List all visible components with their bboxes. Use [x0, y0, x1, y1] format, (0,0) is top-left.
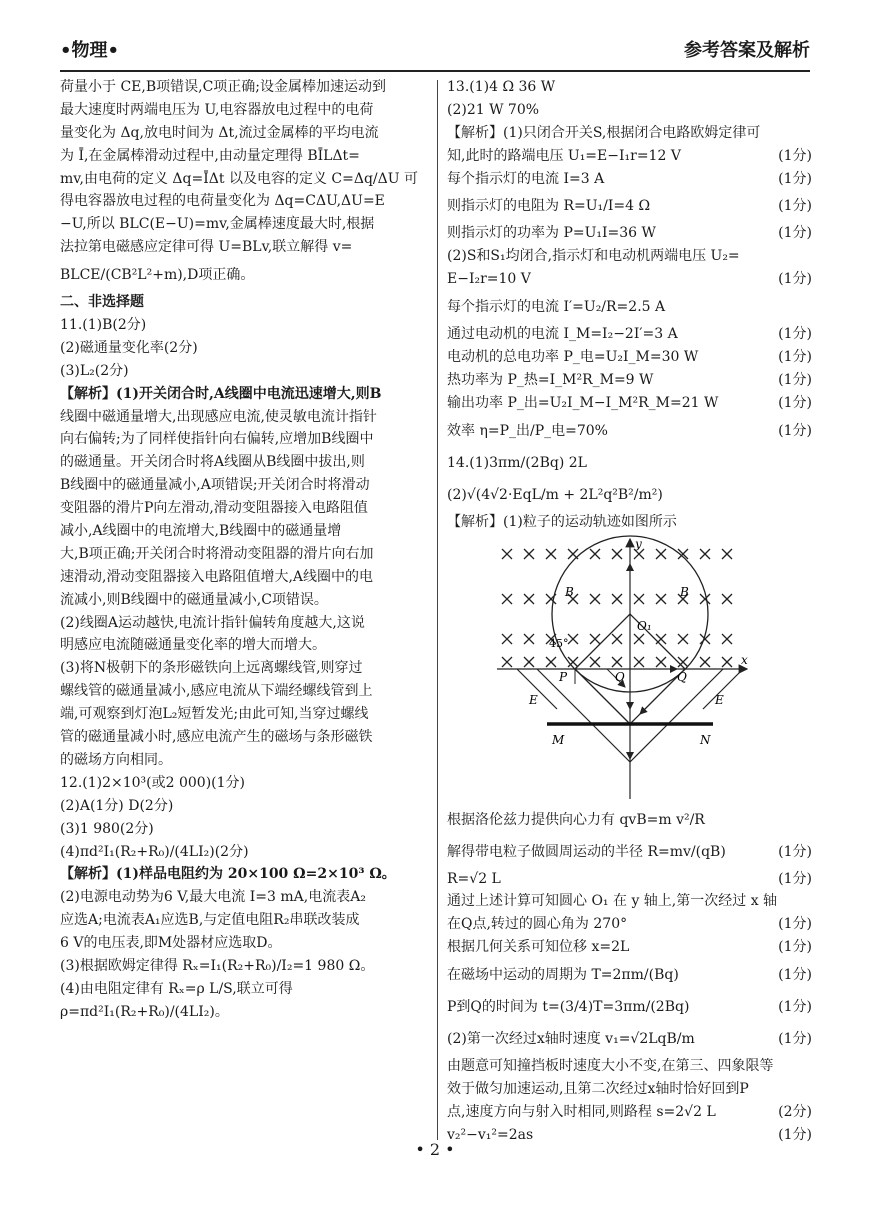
text-line: (3)1 980(2分): [60, 820, 154, 837]
text-line: (2)线圈A运动越快,电流计指针偏转角度越大,这说: [60, 614, 365, 631]
answer-text: 每个指示灯的电流 I=3 A: [447, 170, 605, 187]
text-line: 荷量小于 CE,B项错误,C项正确;设金属棒加速运动到: [60, 79, 386, 95]
answer-line: [447, 291, 812, 323]
score-label: (1分): [778, 371, 812, 388]
text-line: 变阻器的滑片P向左滑动,滑动变阻器接入电路阻值: [60, 500, 368, 517]
answer-line: [447, 76, 812, 99]
answer-line: [447, 99, 812, 122]
score-label: (1分): [778, 1031, 812, 1048]
section-title: 参考答案及解析: [684, 40, 810, 61]
field-label-left: B: [565, 584, 574, 599]
text-line: 【解析】(1)开关闭合时,A线圈中电流迅速增大,则B: [60, 385, 382, 402]
column-divider: [437, 80, 438, 1140]
text-line: 二、非选择题: [60, 294, 144, 311]
answer-text: 热功率为 P_热=I_M²R_M=9 W: [447, 371, 654, 388]
answer-line: [447, 222, 812, 245]
answer-text: 【解析】(1)粒子的运动轨迹如图所示: [447, 513, 677, 530]
score-label: (1分): [778, 939, 812, 956]
answer-text: E−I₂r=10 V: [447, 271, 531, 288]
trajectory-figure: [497, 534, 757, 804]
point-p-label: P: [559, 669, 568, 684]
answer-text: 根据洛伦兹力提供向心力有 qvB=m v²/R: [447, 811, 705, 828]
x-axis-label: x: [741, 652, 748, 667]
score-label: (2分): [778, 1103, 812, 1120]
answer-text: 电动机的总电功率 P_电=U₂I_M=30 W: [447, 349, 699, 366]
text-line: (3)将N极朝下的条形磁铁向上远离螺线管,则穿过: [60, 660, 363, 677]
page-header: [60, 28, 810, 68]
answer-text: 点,速度方向与射入时相同,则路程 s=2√2 L: [447, 1103, 716, 1120]
text-line: (2)A(1分) D(2分): [60, 797, 174, 814]
answer-text: (2)√(4√2·EqL/m + 2L²q²B²/m²): [447, 486, 663, 503]
answer-text: 通过电动机的电流 I_M=I₂−2I′=3 A: [447, 326, 678, 343]
text-line: 管的磁通量减小时,感应电流产生的磁场与条形磁铁: [60, 729, 373, 746]
text-line: (2)磁通量变化率(2分): [60, 339, 198, 356]
score-label: (1分): [778, 349, 812, 366]
answer-text: (2)S和S₁均闭合,指示灯和电动机两端电压 U₂=: [447, 248, 740, 265]
answer-text: 则指示灯的功率为 P=U₁I=36 W: [447, 225, 656, 242]
plate-label-m: M: [552, 732, 565, 747]
answer-line: [447, 392, 812, 415]
answer-text: v₂²−v₁²=2as: [447, 1126, 534, 1143]
answer-text: 由题意可知撞挡板时速度大小不变,在第三、四象限等: [447, 1058, 774, 1075]
score-label: (1分): [778, 326, 812, 343]
origin-label: O: [615, 669, 625, 684]
text-line: 的磁场方向相同。: [60, 751, 172, 768]
plate-label-n: N: [700, 732, 711, 747]
score-label: (1分): [778, 170, 812, 187]
right-top-block: [447, 76, 812, 534]
text-line: (4)πd²I₁(R₂+R₀)/(4LI₂)(2分): [60, 843, 249, 860]
text-line: (2)电源电动势为6 V,最大电流 I=3 mA,电流表A₂: [60, 889, 366, 906]
right-bottom-block: [447, 804, 812, 1147]
left-column: [60, 76, 430, 1024]
answer-text: P到Q的时间为 t=(3/4)T=3πm/(2Bq): [447, 999, 690, 1016]
text-line: BLCE/(CB²L²+m),D项正确。: [60, 267, 255, 284]
text-line: 明感应电流随磁通量变化率的增大而增大。: [60, 637, 326, 654]
answer-line: [447, 369, 812, 392]
page-number: • 2 •: [415, 1140, 455, 1159]
answer-text: 输出功率 P_出=U₂I_M−I_M²R_M=21 W: [447, 394, 719, 411]
center-label: O₁: [637, 618, 652, 633]
text-line: 向右偏转;为了同样使指针向右偏转,应增加B线圈中: [60, 431, 374, 448]
score-label: (1分): [778, 843, 812, 860]
answer-text: 根据几何关系可知位移 x=2L: [447, 939, 630, 956]
score-label: (1分): [778, 870, 812, 887]
text-line: (3)根据欧姆定律得 Rₓ=I₁(R₂+R₀)/I₂=1 980 Ω。: [60, 957, 375, 974]
answer-line: [447, 168, 812, 191]
answer-text: 14.(1)3πm/(2Bq) 2L: [447, 454, 587, 471]
score-label: (1分): [778, 394, 812, 411]
text-line: B线圈中的磁通量减小,A项错误;开关闭合时将滑动: [60, 477, 370, 494]
answer-line: [447, 959, 812, 991]
score-label: (1分): [778, 225, 812, 242]
text-line: 螺线管的磁通量减小,感应电流从下端经螺线管到上: [60, 683, 373, 700]
text-line: 减小,A线圈中的电流增大,B线圈中的磁通量增: [60, 523, 342, 540]
answer-line: [447, 913, 812, 936]
answer-line: [447, 804, 812, 836]
answer-line: [447, 936, 812, 959]
answer-text: 知,此时的路端电压 U₁=E−I₁r=12 V: [447, 147, 681, 164]
answer-line: [447, 122, 812, 145]
header-rule: [60, 70, 810, 72]
text-line: mv,由电荷的定义 Δq=ĪΔt 以及电容的定义 C=Δq/ΔU 可: [60, 170, 418, 187]
text-line: 6 V的电压表,即M处器材应选取D。: [60, 935, 282, 952]
answer-line: [447, 991, 812, 1023]
answer-text: (2)21 W 70%: [447, 101, 540, 118]
text-line: 量变化为 Δq,放电时间为 Δt,流过金属棒的平均电流: [60, 124, 379, 141]
answer-line: [447, 868, 812, 891]
text-line: (3)L₂(2分): [60, 362, 129, 379]
velocity-arrow: [640, 697, 657, 714]
score-label: (1分): [778, 967, 812, 984]
field-label-right: B: [680, 584, 689, 599]
answer-line: [447, 511, 812, 534]
text-line: 最大速度时两端电压为 U,电容器放电过程中的电荷: [60, 101, 374, 118]
answer-line: [447, 447, 812, 479]
score-label: (1分): [778, 1126, 812, 1143]
answer-text: 则指示灯的电阻为 R=U₁/I=4 Ω: [447, 198, 651, 215]
answer-text: 效于做匀加速运动,且第二次经过x轴时恰好回到P: [447, 1081, 749, 1098]
text-line: 法拉第电磁感应定律可得 U=BLv,联立解得 v=: [60, 239, 353, 256]
answer-text: 【解析】(1)只闭合开关S,根据闭合电路欧姆定律可: [447, 124, 761, 141]
text-line: −U,所以 BLC(E−U)=mv,金属棒速度最大时,根据: [60, 216, 375, 233]
text-line: 应选A;电流表A₁应选B,与定值电阻R₂串联改装成: [60, 912, 360, 929]
text-line: (4)由电阻定律有 Rₓ=ρ L/S,联立可得: [60, 980, 293, 997]
text-line: 大,B项正确;开关闭合时将滑动变阻器的滑片向右加: [60, 545, 374, 562]
score-label: (1分): [778, 422, 812, 439]
text-line: 为 Ī,在金属棒滑动过程中,由动量定理得 BĪLΔt=: [60, 147, 360, 164]
efield-label-right: E: [715, 692, 724, 707]
text-line: 的磁通量。开关闭合时将A线圈从B线圈中拔出,则: [60, 454, 365, 471]
answer-text: 通过上述计算可知圆心 O₁ 在 y 轴上,第一次经过 x 轴: [447, 893, 778, 910]
text-line: 端,可观察到灯泡L₂短暂发光;由此可知,当穿过螺线: [60, 706, 369, 723]
text-line: 线圈中磁通量增大,出现感应电流,使灵敏电流计指针: [60, 408, 377, 425]
answer-line: [447, 245, 812, 268]
text-line: 【解析】(1)样品电阻约为 20×100 Ω=2×10³ Ω。: [60, 866, 396, 883]
answer-line: [447, 268, 812, 291]
answer-line: [447, 836, 812, 868]
answer-line: [447, 346, 812, 369]
score-label: (1分): [778, 147, 812, 164]
answer-text: 解得带电粒子做圆周运动的半径 R=mv/(qB): [447, 843, 726, 860]
answer-text: 在磁场中运动的周期为 T=2πm/(Bq): [447, 967, 679, 984]
score-label: (1分): [778, 271, 812, 288]
answer-line: [447, 145, 812, 168]
text-line: 速滑动,滑动变阻器接入电路阻值增大,A线圈中的电: [60, 568, 374, 585]
y-axis-label: y: [635, 536, 642, 551]
answer-text: 在Q点,转过的圆心角为 270°: [447, 916, 628, 933]
answer-text: 每个指示灯的电流 I′=U₂/R=2.5 A: [447, 299, 666, 316]
answer-line: [447, 415, 812, 447]
answer-line: [447, 890, 812, 913]
magnetic-field-crosses: [502, 549, 732, 667]
right-column: [447, 76, 812, 1147]
answer-line: [447, 323, 812, 346]
subject-label: •物理•: [60, 40, 120, 61]
answer-text: (2)第一次经过x轴时速度 v₁=√2LqB/m: [447, 1031, 695, 1048]
answer-line: [447, 1023, 812, 1055]
score-label: (1分): [778, 999, 812, 1016]
trajectory-diagram: [447, 534, 812, 804]
answer-line: [447, 1055, 812, 1078]
score-label: (1分): [778, 198, 812, 215]
answer-line: [447, 479, 812, 511]
answer-text: R=√2 L: [447, 870, 501, 887]
answer-text: 13.(1)4 Ω 36 W: [447, 79, 556, 95]
answer-text: 效率 η=P_出/P_电=70%: [447, 422, 608, 439]
answer-line: [447, 1078, 812, 1101]
text-line: 11.(1)B(2分): [60, 317, 147, 334]
score-label: (1分): [778, 916, 812, 933]
point-q-label: Q: [677, 669, 687, 684]
efield-label-left: E: [529, 692, 538, 707]
answer-line: [447, 1101, 812, 1124]
text-line: ρ=πd²I₁(R₂+R₀)/(4LI₂)。: [60, 1003, 229, 1020]
text-line: 12.(1)2×10³(或2 000)(1分): [60, 774, 245, 791]
angle-label: 45°: [549, 636, 569, 650]
answer-line: [447, 190, 812, 222]
text-line: 流减小,则B线圈中的磁通量减小,C项错误。: [60, 591, 328, 608]
text-line: 得电容器放电过程的电荷量变化为 Δq=CΔU,ΔU=E: [60, 193, 385, 210]
